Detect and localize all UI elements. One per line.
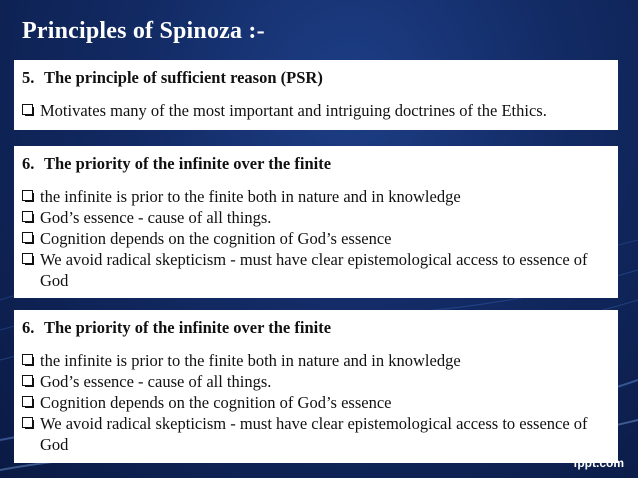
checkbox-bullet-icon — [22, 354, 33, 365]
list-item — [22, 249, 610, 291]
list-item-text: We avoid radical skepticism - must have clear epistemological access to essence of God — [40, 250, 588, 290]
checkbox-bullet-icon — [22, 253, 33, 264]
section-heading — [22, 68, 610, 88]
list-item — [22, 207, 610, 228]
section-heading-text: The priority of the infinite over the finite — [44, 318, 332, 337]
list-item — [22, 413, 610, 455]
section-number: 6. — [22, 318, 35, 337]
checkbox-bullet-icon — [22, 104, 33, 115]
section-priority-infinite — [14, 146, 618, 298]
list-item — [22, 350, 610, 371]
checkbox-bullet-icon — [22, 190, 33, 201]
section-heading — [22, 154, 610, 174]
list-item-text: God’s essence - cause of all things. — [40, 208, 272, 227]
list-item-text: the infinite is prior to the finite both in nature and in knowledge — [40, 187, 461, 206]
brand-watermark: fppt.com — [573, 456, 624, 470]
list-item-text: Motivates many of the most important and intriguing doctrines of the Ethics. — [40, 101, 547, 120]
list-item-text: Cognition depends on the cognition of God’s essence — [40, 229, 392, 248]
section-number: 5. — [22, 68, 35, 87]
list-item-text: We avoid radical skepticism - must have clear epistemological access to essence of God — [40, 414, 588, 454]
slide-title: Principles of Spinoza :- — [22, 18, 265, 44]
checkbox-bullet-icon — [22, 396, 33, 407]
section-psr — [14, 60, 618, 130]
list-item — [22, 186, 610, 207]
list-item-text: Cognition depends on the cognition of God’s essence — [40, 393, 392, 412]
list-item — [22, 392, 610, 413]
section-number: 6. — [22, 154, 35, 173]
section-heading-text: The principle of sufficient reason (PSR) — [44, 68, 323, 87]
section-priority-infinite-duplicate — [14, 310, 618, 463]
list-item — [22, 371, 610, 392]
list-item — [22, 228, 610, 249]
checkbox-bullet-icon — [22, 417, 33, 428]
section-heading-text: The priority of the infinite over the finite — [44, 154, 332, 173]
checkbox-bullet-icon — [22, 375, 33, 386]
section-heading — [22, 318, 610, 338]
checkbox-bullet-icon — [22, 232, 33, 243]
list-item-text: the infinite is prior to the finite both in nature and in knowledge — [40, 351, 461, 370]
list-item-text: God’s essence - cause of all things. — [40, 372, 272, 391]
list-item — [22, 100, 610, 121]
checkbox-bullet-icon — [22, 211, 33, 222]
